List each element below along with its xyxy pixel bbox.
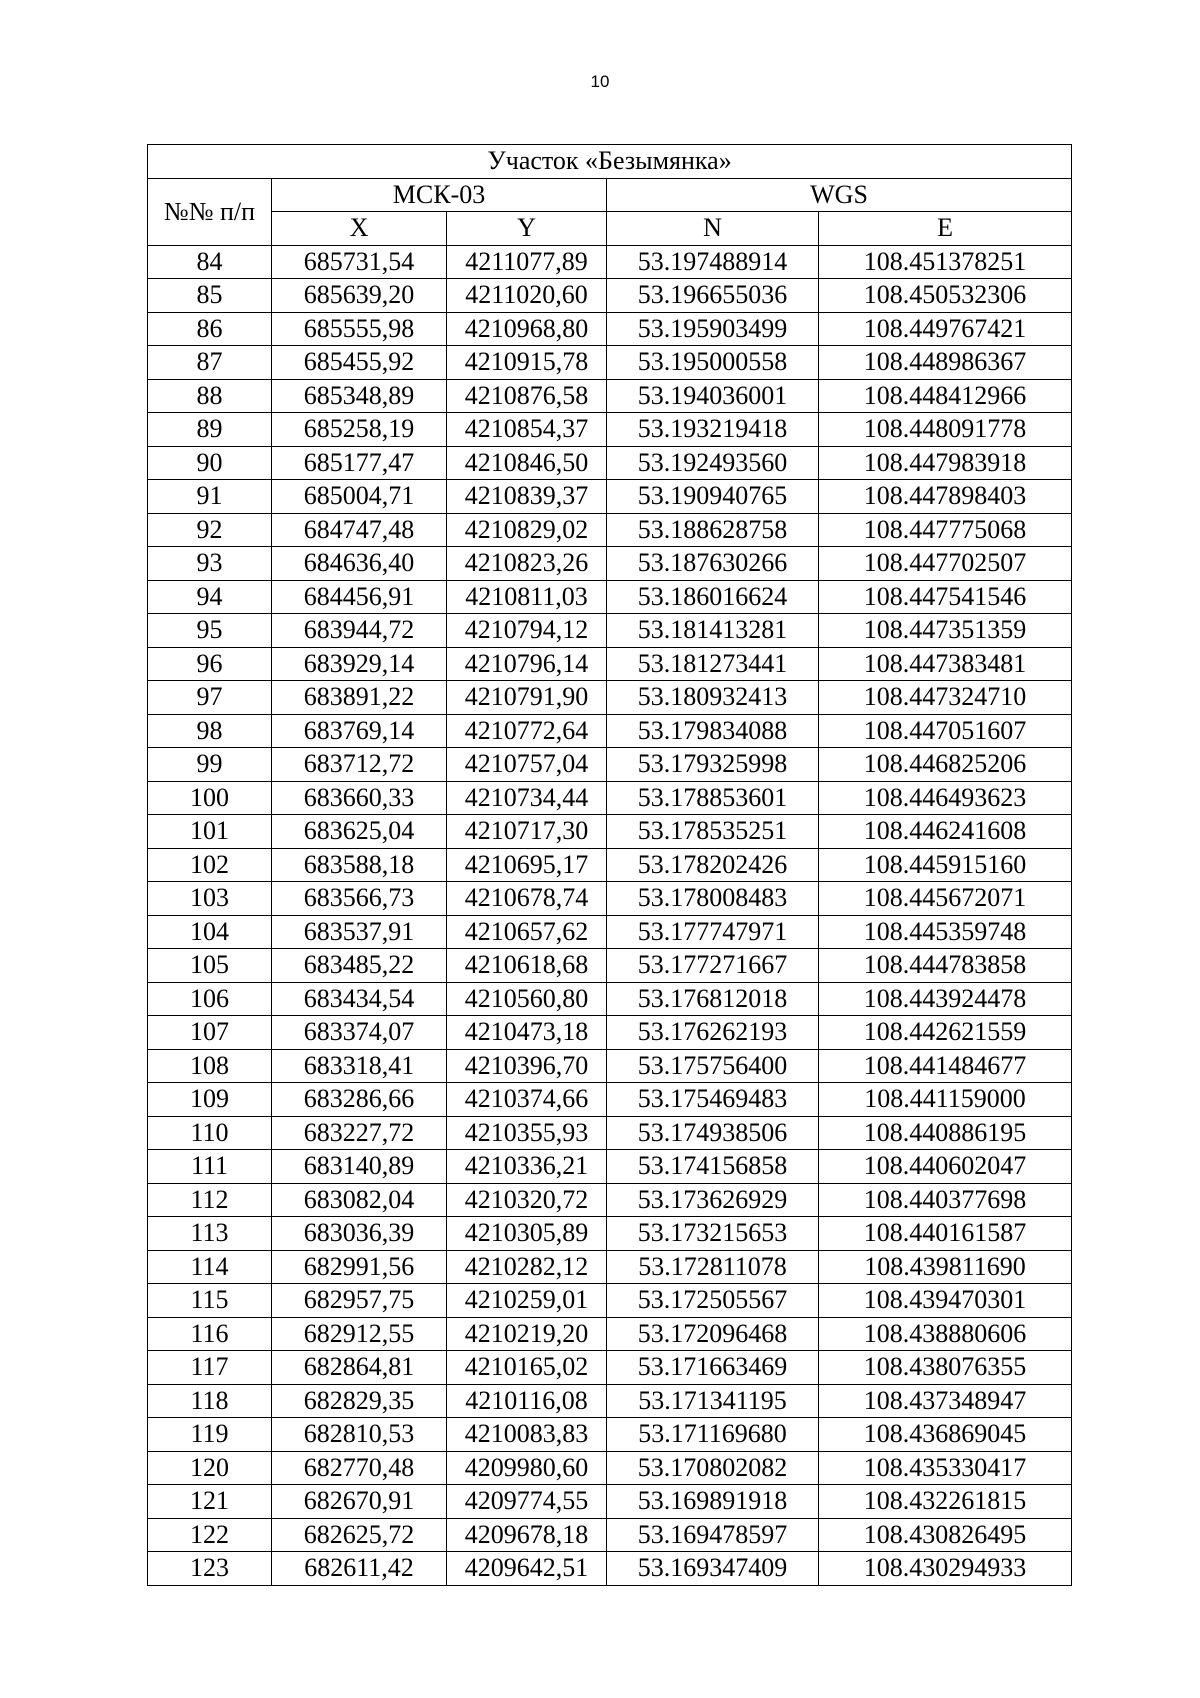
- table-row: [148, 413, 1072, 447]
- cell-y: 4210734,44: [447, 781, 607, 815]
- cell-x: 683929,14: [272, 647, 447, 681]
- cell-n: 53.175469483: [607, 1083, 819, 1117]
- cell-e: 108.436869045: [819, 1418, 1072, 1452]
- table-row: [148, 815, 1072, 849]
- cell-e: 108.448412966: [819, 379, 1072, 413]
- cell-x: 682611,42: [272, 1552, 447, 1586]
- coordinates-table: [147, 144, 1072, 1586]
- table-row: [148, 446, 1072, 480]
- header-x: X: [272, 212, 447, 246]
- cell-number: 85: [148, 279, 272, 313]
- cell-number: 123: [148, 1552, 272, 1586]
- cell-n: 53.171169680: [607, 1418, 819, 1452]
- cell-number: 94: [148, 580, 272, 614]
- cell-n: 53.195903499: [607, 312, 819, 346]
- cell-y: 4210259,01: [447, 1284, 607, 1318]
- cell-x: 683485,22: [272, 949, 447, 983]
- cell-e: 108.441159000: [819, 1083, 1072, 1117]
- cell-y: 4211077,89: [447, 245, 607, 279]
- cell-x: 683227,72: [272, 1116, 447, 1150]
- cell-y: 4210796,14: [447, 647, 607, 681]
- table-row: [148, 1552, 1072, 1586]
- cell-y: 4210839,37: [447, 480, 607, 514]
- cell-n: 53.172505567: [607, 1284, 819, 1318]
- cell-n: 53.181413281: [607, 614, 819, 648]
- header-e: E: [819, 212, 1072, 246]
- table-row: [148, 614, 1072, 648]
- cell-e: 108.435330417: [819, 1451, 1072, 1485]
- cell-n: 53.195000558: [607, 346, 819, 380]
- table-row: [148, 882, 1072, 916]
- cell-number: 102: [148, 848, 272, 882]
- cell-number: 110: [148, 1116, 272, 1150]
- cell-x: 683712,72: [272, 748, 447, 782]
- cell-n: 53.186016624: [607, 580, 819, 614]
- cell-e: 108.444783858: [819, 949, 1072, 983]
- cell-n: 53.187630266: [607, 547, 819, 581]
- cell-number: 89: [148, 413, 272, 447]
- cell-y: 4210846,50: [447, 446, 607, 480]
- table-row: [148, 245, 1072, 279]
- cell-e: 108.441484677: [819, 1049, 1072, 1083]
- table-row: [148, 1217, 1072, 1251]
- cell-x: 683036,39: [272, 1217, 447, 1251]
- cell-x: 685004,71: [272, 480, 447, 514]
- cell-e: 108.448091778: [819, 413, 1072, 447]
- cell-number: 106: [148, 982, 272, 1016]
- cell-number: 105: [148, 949, 272, 983]
- cell-n: 53.172096468: [607, 1317, 819, 1351]
- cell-n: 53.190940765: [607, 480, 819, 514]
- cell-e: 108.440886195: [819, 1116, 1072, 1150]
- cell-n: 53.178535251: [607, 815, 819, 849]
- cell-y: 4210717,30: [447, 815, 607, 849]
- cell-e: 108.447541546: [819, 580, 1072, 614]
- cell-y: 4209774,55: [447, 1485, 607, 1519]
- cell-number: 111: [148, 1150, 272, 1184]
- cell-n: 53.176262193: [607, 1016, 819, 1050]
- header-number: №№ п/п: [148, 178, 272, 245]
- cell-y: 4210678,74: [447, 882, 607, 916]
- table-row: [148, 379, 1072, 413]
- cell-number: 95: [148, 614, 272, 648]
- cell-n: 53.170802082: [607, 1451, 819, 1485]
- cell-n: 53.169891918: [607, 1485, 819, 1519]
- cell-e: 108.445915160: [819, 848, 1072, 882]
- cell-e: 108.430826495: [819, 1518, 1072, 1552]
- cell-number: 118: [148, 1384, 272, 1418]
- table-row: [148, 480, 1072, 514]
- cell-x: 685177,47: [272, 446, 447, 480]
- cell-y: 4210320,72: [447, 1183, 607, 1217]
- cell-e: 108.440161587: [819, 1217, 1072, 1251]
- cell-x: 682670,91: [272, 1485, 447, 1519]
- cell-number: 113: [148, 1217, 272, 1251]
- header-n: N: [607, 212, 819, 246]
- cell-y: 4210116,08: [447, 1384, 607, 1418]
- cell-x: 682991,56: [272, 1250, 447, 1284]
- cell-number: 99: [148, 748, 272, 782]
- cell-y: 4210657,62: [447, 915, 607, 949]
- cell-y: 4210757,04: [447, 748, 607, 782]
- cell-e: 108.438076355: [819, 1351, 1072, 1385]
- cell-e: 108.447983918: [819, 446, 1072, 480]
- cell-e: 108.439470301: [819, 1284, 1072, 1318]
- table-row: [148, 1384, 1072, 1418]
- cell-y: 4210772,64: [447, 714, 607, 748]
- cell-number: 90: [148, 446, 272, 480]
- cell-x: 685258,19: [272, 413, 447, 447]
- cell-x: 682864,81: [272, 1351, 447, 1385]
- cell-number: 101: [148, 815, 272, 849]
- cell-n: 53.174938506: [607, 1116, 819, 1150]
- cell-x: 683286,66: [272, 1083, 447, 1117]
- cell-x: 683082,04: [272, 1183, 447, 1217]
- cell-e: 108.430294933: [819, 1552, 1072, 1586]
- cell-number: 103: [148, 882, 272, 916]
- table-row: [148, 1418, 1072, 1452]
- table-row: [148, 1250, 1072, 1284]
- cell-n: 53.175756400: [607, 1049, 819, 1083]
- cell-number: 120: [148, 1451, 272, 1485]
- cell-y: 4210473,18: [447, 1016, 607, 1050]
- table-row: [148, 1284, 1072, 1318]
- cell-e: 108.440602047: [819, 1150, 1072, 1184]
- cell-y: 4211020,60: [447, 279, 607, 313]
- cell-n: 53.178202426: [607, 848, 819, 882]
- table-row: [148, 312, 1072, 346]
- cell-number: 88: [148, 379, 272, 413]
- cell-x: 682912,55: [272, 1317, 447, 1351]
- cell-y: 4210791,90: [447, 681, 607, 715]
- cell-e: 108.450532306: [819, 279, 1072, 313]
- table-row: [148, 580, 1072, 614]
- cell-n: 53.169347409: [607, 1552, 819, 1586]
- cell-y: 4210618,68: [447, 949, 607, 983]
- cell-e: 108.447351359: [819, 614, 1072, 648]
- cell-e: 108.449767421: [819, 312, 1072, 346]
- cell-e: 108.440377698: [819, 1183, 1072, 1217]
- cell-n: 53.173626929: [607, 1183, 819, 1217]
- cell-n: 53.196655036: [607, 279, 819, 313]
- cell-number: 114: [148, 1250, 272, 1284]
- cell-x: 682625,72: [272, 1518, 447, 1552]
- cell-e: 108.445359748: [819, 915, 1072, 949]
- table-row: [148, 1049, 1072, 1083]
- cell-n: 53.176812018: [607, 982, 819, 1016]
- table-row: [148, 1317, 1072, 1351]
- cell-number: 112: [148, 1183, 272, 1217]
- cell-x: 685455,92: [272, 346, 447, 380]
- cell-y: 4210811,03: [447, 580, 607, 614]
- cell-number: 87: [148, 346, 272, 380]
- cell-y: 4210355,93: [447, 1116, 607, 1150]
- cell-y: 4210794,12: [447, 614, 607, 648]
- cell-y: 4210915,78: [447, 346, 607, 380]
- cell-x: 683660,33: [272, 781, 447, 815]
- cell-n: 53.177271667: [607, 949, 819, 983]
- table-row: [148, 1451, 1072, 1485]
- cell-e: 108.447702507: [819, 547, 1072, 581]
- cell-number: 109: [148, 1083, 272, 1117]
- cell-e: 108.447383481: [819, 647, 1072, 681]
- cell-n: 53.179325998: [607, 748, 819, 782]
- cell-x: 683374,07: [272, 1016, 447, 1050]
- cell-number: 107: [148, 1016, 272, 1050]
- cell-y: 4210829,02: [447, 513, 607, 547]
- cell-y: 4209642,51: [447, 1552, 607, 1586]
- cell-n: 53.179834088: [607, 714, 819, 748]
- cell-e: 108.437348947: [819, 1384, 1072, 1418]
- cell-n: 53.181273441: [607, 647, 819, 681]
- cell-e: 108.447324710: [819, 681, 1072, 715]
- cell-number: 117: [148, 1351, 272, 1385]
- cell-y: 4210876,58: [447, 379, 607, 413]
- cell-x: 683891,22: [272, 681, 447, 715]
- table-body: [148, 245, 1072, 1585]
- header-y: Y: [447, 212, 607, 246]
- cell-y: 4210560,80: [447, 982, 607, 1016]
- cell-e: 108.443924478: [819, 982, 1072, 1016]
- cell-n: 53.193219418: [607, 413, 819, 447]
- cell-e: 108.448986367: [819, 346, 1072, 380]
- cell-n: 53.178853601: [607, 781, 819, 815]
- cell-x: 683588,18: [272, 848, 447, 882]
- cell-n: 53.180932413: [607, 681, 819, 715]
- cell-x: 684636,40: [272, 547, 447, 581]
- cell-x: 683769,14: [272, 714, 447, 748]
- table-row: [148, 513, 1072, 547]
- cell-y: 4209980,60: [447, 1451, 607, 1485]
- cell-e: 108.446493623: [819, 781, 1072, 815]
- table-row: [148, 848, 1072, 882]
- cell-x: 683434,54: [272, 982, 447, 1016]
- cell-x: 683318,41: [272, 1049, 447, 1083]
- table-row: [148, 1183, 1072, 1217]
- cell-x: 683537,91: [272, 915, 447, 949]
- table-row: [148, 1351, 1072, 1385]
- table-row: [148, 681, 1072, 715]
- cell-e: 108.447898403: [819, 480, 1072, 514]
- cell-number: 121: [148, 1485, 272, 1519]
- cell-n: 53.169478597: [607, 1518, 819, 1552]
- cell-n: 53.173215653: [607, 1217, 819, 1251]
- table-row: [148, 915, 1072, 949]
- table-row: [148, 714, 1072, 748]
- table-row: [148, 1518, 1072, 1552]
- cell-y: 4210396,70: [447, 1049, 607, 1083]
- cell-y: 4210083,83: [447, 1418, 607, 1452]
- cell-number: 93: [148, 547, 272, 581]
- cell-e: 108.447051607: [819, 714, 1072, 748]
- cell-y: 4209678,18: [447, 1518, 607, 1552]
- table-row: [148, 1116, 1072, 1150]
- cell-number: 119: [148, 1418, 272, 1452]
- cell-x: 684747,48: [272, 513, 447, 547]
- cell-number: 91: [148, 480, 272, 514]
- cell-n: 53.194036001: [607, 379, 819, 413]
- table-row: [148, 1150, 1072, 1184]
- cell-x: 685639,20: [272, 279, 447, 313]
- cell-x: 682810,53: [272, 1418, 447, 1452]
- cell-y: 4210336,21: [447, 1150, 607, 1184]
- cell-y: 4210374,66: [447, 1083, 607, 1117]
- cell-number: 104: [148, 915, 272, 949]
- cell-n: 53.171341195: [607, 1384, 819, 1418]
- cell-x: 685555,98: [272, 312, 447, 346]
- cell-x: 682829,35: [272, 1384, 447, 1418]
- cell-y: 4210219,20: [447, 1317, 607, 1351]
- cell-e: 108.451378251: [819, 245, 1072, 279]
- cell-number: 100: [148, 781, 272, 815]
- cell-x: 685731,54: [272, 245, 447, 279]
- cell-y: 4210165,02: [447, 1351, 607, 1385]
- cell-number: 108: [148, 1049, 272, 1083]
- cell-e: 108.439811690: [819, 1250, 1072, 1284]
- cell-n: 53.178008483: [607, 882, 819, 916]
- cell-number: 96: [148, 647, 272, 681]
- cell-number: 122: [148, 1518, 272, 1552]
- cell-x: 683566,73: [272, 882, 447, 916]
- cell-x: 682770,48: [272, 1451, 447, 1485]
- cell-e: 108.442621559: [819, 1016, 1072, 1050]
- cell-e: 108.446241608: [819, 815, 1072, 849]
- header-msk03: МСК-03: [272, 178, 607, 212]
- table-row: [148, 949, 1072, 983]
- page-number: 10: [590, 72, 610, 91]
- cell-x: 685348,89: [272, 379, 447, 413]
- table-row: [148, 1016, 1072, 1050]
- cell-y: 4210968,80: [447, 312, 607, 346]
- cell-number: 97: [148, 681, 272, 715]
- table-row: [148, 279, 1072, 313]
- cell-n: 53.197488914: [607, 245, 819, 279]
- table-row: [148, 781, 1072, 815]
- cell-x: 683944,72: [272, 614, 447, 648]
- cell-e: 108.445672071: [819, 882, 1072, 916]
- table-row: [148, 1485, 1072, 1519]
- cell-x: 682957,75: [272, 1284, 447, 1318]
- cell-x: 683625,04: [272, 815, 447, 849]
- cell-x: 683140,89: [272, 1150, 447, 1184]
- cell-number: 115: [148, 1284, 272, 1318]
- cell-x: 684456,91: [272, 580, 447, 614]
- cell-number: 84: [148, 245, 272, 279]
- cell-n: 53.174156858: [607, 1150, 819, 1184]
- cell-y: 4210282,12: [447, 1250, 607, 1284]
- table-row: [148, 748, 1072, 782]
- cell-y: 4210305,89: [447, 1217, 607, 1251]
- cell-n: 53.171663469: [607, 1351, 819, 1385]
- cell-number: 92: [148, 513, 272, 547]
- cell-e: 108.432261815: [819, 1485, 1072, 1519]
- header-wgs: WGS: [607, 178, 1072, 212]
- cell-e: 108.438880606: [819, 1317, 1072, 1351]
- cell-e: 108.446825206: [819, 748, 1072, 782]
- cell-y: 4210823,26: [447, 547, 607, 581]
- table-row: [148, 1083, 1072, 1117]
- cell-n: 53.177747971: [607, 915, 819, 949]
- table-title: Участок «Безымянка»: [148, 145, 1072, 179]
- table-header: [148, 145, 1072, 246]
- cell-number: 98: [148, 714, 272, 748]
- cell-number: 86: [148, 312, 272, 346]
- cell-number: 116: [148, 1317, 272, 1351]
- table-row: [148, 982, 1072, 1016]
- table-row: [148, 346, 1072, 380]
- cell-e: 108.447775068: [819, 513, 1072, 547]
- cell-n: 53.172811078: [607, 1250, 819, 1284]
- cell-n: 53.188628758: [607, 513, 819, 547]
- cell-n: 53.192493560: [607, 446, 819, 480]
- table-row: [148, 547, 1072, 581]
- cell-y: 4210695,17: [447, 848, 607, 882]
- table-row: [148, 647, 1072, 681]
- cell-y: 4210854,37: [447, 413, 607, 447]
